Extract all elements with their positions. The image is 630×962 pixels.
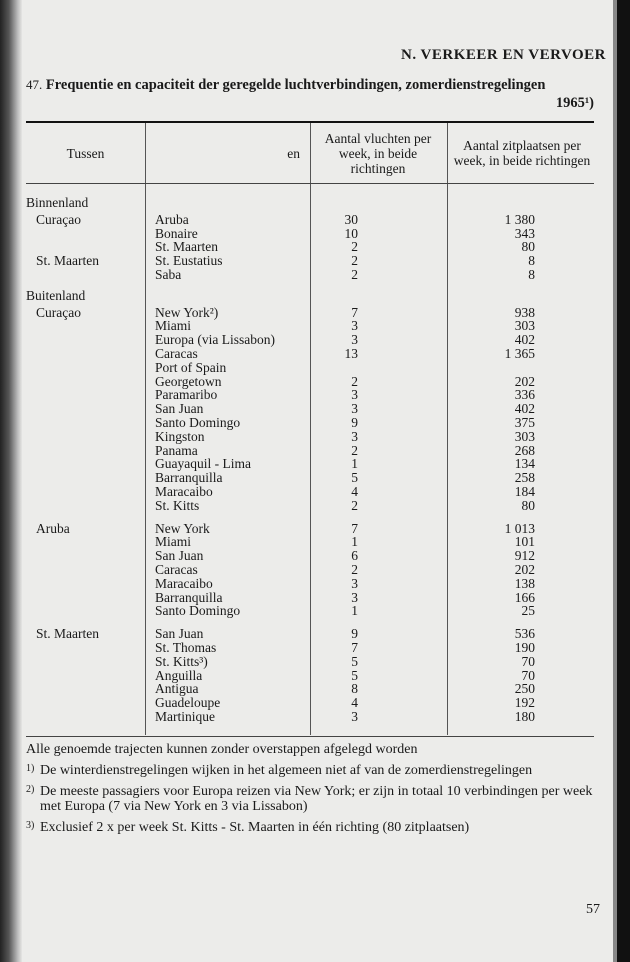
flights-value: 2	[351, 373, 358, 389]
table-row	[26, 604, 594, 618]
flights-value: 5	[351, 470, 358, 486]
footnote-text: De winterdienstregelingen wijken in het algemeen niet af van de zomerdienstregelingen	[40, 763, 533, 778]
flights-value: 3	[351, 387, 358, 403]
seats-value: 70	[521, 667, 535, 683]
seats-value: 134	[514, 456, 535, 472]
seats-value: 180	[514, 708, 535, 724]
seats-value: 8	[528, 253, 535, 269]
origin: Curaçao	[36, 211, 81, 227]
flights-value: 2	[351, 266, 358, 282]
destination: San Juan	[155, 548, 204, 564]
table-row	[26, 471, 594, 485]
destination: St. Thomas	[155, 639, 217, 655]
seats-value: 303	[514, 428, 535, 444]
flights-value: 3	[351, 575, 358, 591]
origin: St. Maarten	[36, 626, 99, 642]
table-row	[26, 319, 594, 333]
table-row	[26, 627, 594, 641]
destination: St. Maarten	[155, 239, 218, 255]
table-row	[26, 577, 594, 591]
seats-value: 912	[514, 548, 535, 564]
destination: St. Kitts³)	[155, 653, 208, 669]
destination: St. Eustatius	[155, 253, 223, 269]
footnote-text: Exclusief 2 x per week St. Kitts - St. Maarten in één richting (80 zitplaatsen)	[40, 820, 470, 835]
destination: Aruba	[155, 211, 189, 227]
table-title-text: Frequentie en capaciteit der geregelde luchtverbindingen, zomerdienstregelingen	[45, 77, 546, 93]
destination: Caracas	[155, 561, 198, 577]
destination: Saba	[155, 266, 182, 282]
table-row	[26, 696, 594, 710]
table-row	[26, 563, 594, 577]
seats-value: 1 365	[504, 345, 535, 361]
section-row	[26, 289, 594, 303]
section-label: Binnenland	[26, 195, 89, 210]
origin: St. Maarten	[36, 253, 99, 269]
seats-value: 202	[514, 373, 535, 389]
seats-value: 402	[514, 401, 535, 417]
seats-value: 343	[514, 225, 535, 241]
destination: Georgetown	[155, 373, 222, 389]
flights-value: 5	[351, 653, 358, 669]
header-bottom-rule	[26, 183, 594, 184]
seats-value: 190	[514, 639, 535, 655]
table-row	[26, 375, 594, 389]
table-row	[26, 306, 594, 320]
origin: Curaçao	[36, 304, 81, 320]
table-number: 47.	[26, 77, 43, 92]
destination: Martinique	[155, 708, 215, 724]
table-row	[26, 549, 594, 563]
flights-value: 10	[344, 225, 358, 241]
footnote	[26, 763, 594, 778]
seats-value: 25	[521, 603, 535, 619]
destination: St. Kitts	[155, 497, 200, 513]
destination: Anguilla	[155, 667, 203, 683]
destination: Kingston	[155, 428, 205, 444]
table-row	[26, 710, 594, 724]
seats-value: 268	[514, 442, 535, 458]
flights-value: 13	[344, 345, 358, 361]
destination: Antigua	[155, 681, 199, 697]
destination: New York	[155, 520, 210, 536]
destination: Guadeloupe	[155, 695, 221, 711]
seats-value: 303	[514, 318, 535, 334]
seats-value: 138	[514, 575, 535, 591]
destination: Barranquilla	[155, 470, 223, 486]
flights-value: 30	[344, 211, 358, 227]
seats-value: 1 013	[504, 520, 535, 536]
origin: Aruba	[36, 520, 70, 536]
table-row	[26, 430, 594, 444]
seats-value: 938	[514, 304, 535, 320]
destination: Maracaibo	[155, 483, 213, 499]
table-row	[26, 535, 594, 549]
flights-value: 7	[351, 520, 358, 536]
destination: Santo Domingo	[155, 414, 241, 430]
header-flights: Aantal vluchten per week, in beide richtingen	[324, 130, 432, 176]
destination: Maracaibo	[155, 575, 213, 591]
destination: Paramaribo	[155, 387, 218, 403]
table-row	[26, 499, 594, 513]
destination: Miami	[155, 318, 191, 334]
seats-value: 258	[514, 470, 535, 486]
seats-value: 80	[521, 497, 535, 513]
flights-value: 2	[351, 442, 358, 458]
table-row	[26, 591, 594, 605]
seats-value: 336	[514, 387, 535, 403]
seats-value: 1 380	[504, 211, 535, 227]
section-label: Buitenland	[26, 287, 86, 303]
scan-border	[617, 0, 630, 962]
flights-value: 7	[351, 304, 358, 320]
table-row	[26, 213, 594, 227]
destination: Santo Domingo	[155, 603, 241, 619]
flights-value: 2	[351, 497, 358, 513]
flights-value: 4	[351, 695, 358, 711]
seats-value: 536	[514, 626, 535, 642]
flights-value: 1	[351, 456, 358, 472]
destination: Panama	[155, 442, 198, 458]
flights-value: 2	[351, 561, 358, 577]
table-row	[26, 669, 594, 683]
table-row	[26, 254, 594, 268]
seats-value: 166	[514, 589, 535, 605]
destination: Miami	[155, 534, 191, 550]
seats-value: 101	[514, 534, 535, 550]
seats-value: 202	[514, 561, 535, 577]
footnote	[26, 784, 594, 814]
header-seats: Aantal zitplaatsen per week, in beide richtingen	[453, 138, 591, 168]
flights-value: 3	[351, 708, 358, 724]
flights-value: 8	[351, 681, 358, 697]
seats-value: 80	[521, 239, 535, 255]
seats-value: 402	[514, 332, 535, 348]
table-bottom-rule	[26, 736, 594, 737]
notes	[26, 742, 594, 835]
adjacent-page-edge	[0, 0, 22, 962]
flights-value: 9	[351, 414, 358, 430]
table-row	[26, 268, 594, 282]
flights-value: 4	[351, 483, 358, 499]
header-to: en	[287, 145, 300, 161]
destination: Bonaire	[155, 225, 198, 241]
flights-value: 6	[351, 548, 358, 564]
table-row	[26, 416, 594, 430]
seats-value: 250	[514, 681, 535, 697]
flights-value: 3	[351, 318, 358, 334]
flights-value: 2	[351, 253, 358, 269]
section-row	[26, 196, 594, 210]
flights-value: 3	[351, 589, 358, 605]
flights-value: 3	[351, 401, 358, 417]
flights-value: 1	[351, 603, 358, 619]
table-row	[26, 347, 594, 361]
flights-value: 9	[351, 626, 358, 642]
table-body	[26, 196, 594, 724]
flights-value: 3	[351, 428, 358, 444]
table-row	[26, 457, 594, 471]
table-row	[26, 388, 594, 402]
flights-value: 5	[351, 667, 358, 683]
destination: Barranquilla	[155, 589, 223, 605]
flights-value: 3	[351, 332, 358, 348]
destination: Europa (via Lissabon)	[155, 332, 275, 348]
flights-value: 7	[351, 639, 358, 655]
footnote-mark: 2)	[26, 784, 35, 795]
seats-value: 8	[528, 266, 535, 282]
destination: Guayaquil - Lima	[155, 456, 251, 472]
footnote-mark: 1)	[26, 763, 35, 774]
destination: San Juan	[155, 401, 204, 417]
table-row	[26, 522, 594, 536]
seats-value: 184	[514, 483, 535, 499]
flights-value: 2	[351, 239, 358, 255]
footnote-mark: 3)	[26, 820, 35, 831]
table-row	[26, 485, 594, 499]
seats-value: 192	[514, 695, 535, 711]
destination: New York²)	[155, 304, 219, 320]
table-row	[26, 333, 594, 347]
destination: San Juan	[155, 626, 204, 642]
table-row	[26, 655, 594, 669]
table-title-year: 1965¹)	[555, 95, 594, 111]
table-row	[26, 444, 594, 458]
table-row	[26, 361, 594, 375]
destination: Port of Spain	[155, 359, 227, 375]
header-from: Tussen	[66, 145, 105, 161]
table-row	[26, 641, 594, 655]
page-number: 57	[586, 902, 600, 917]
footnote	[26, 820, 594, 835]
table-row	[26, 682, 594, 696]
table-row	[26, 402, 594, 416]
running-head: N. VERKEER EN VERVOER	[401, 47, 606, 63]
general-note: Alle genoemde trajecten kunnen zonder overstappen afgelegd worden	[26, 742, 418, 757]
table-row	[26, 227, 594, 241]
seats-value: 70	[521, 653, 535, 669]
seats-value: 375	[514, 414, 535, 430]
flights-value: 1	[351, 534, 358, 550]
footnote-text: De meeste passagiers voor Europa reizen via New York; er zijn in totaal 10 verbindingen per week met Europa (7 via New York en 3 via Lissabon)	[40, 784, 593, 814]
destination: Caracas	[155, 345, 198, 361]
table-title	[26, 76, 594, 112]
table-row	[26, 240, 594, 254]
